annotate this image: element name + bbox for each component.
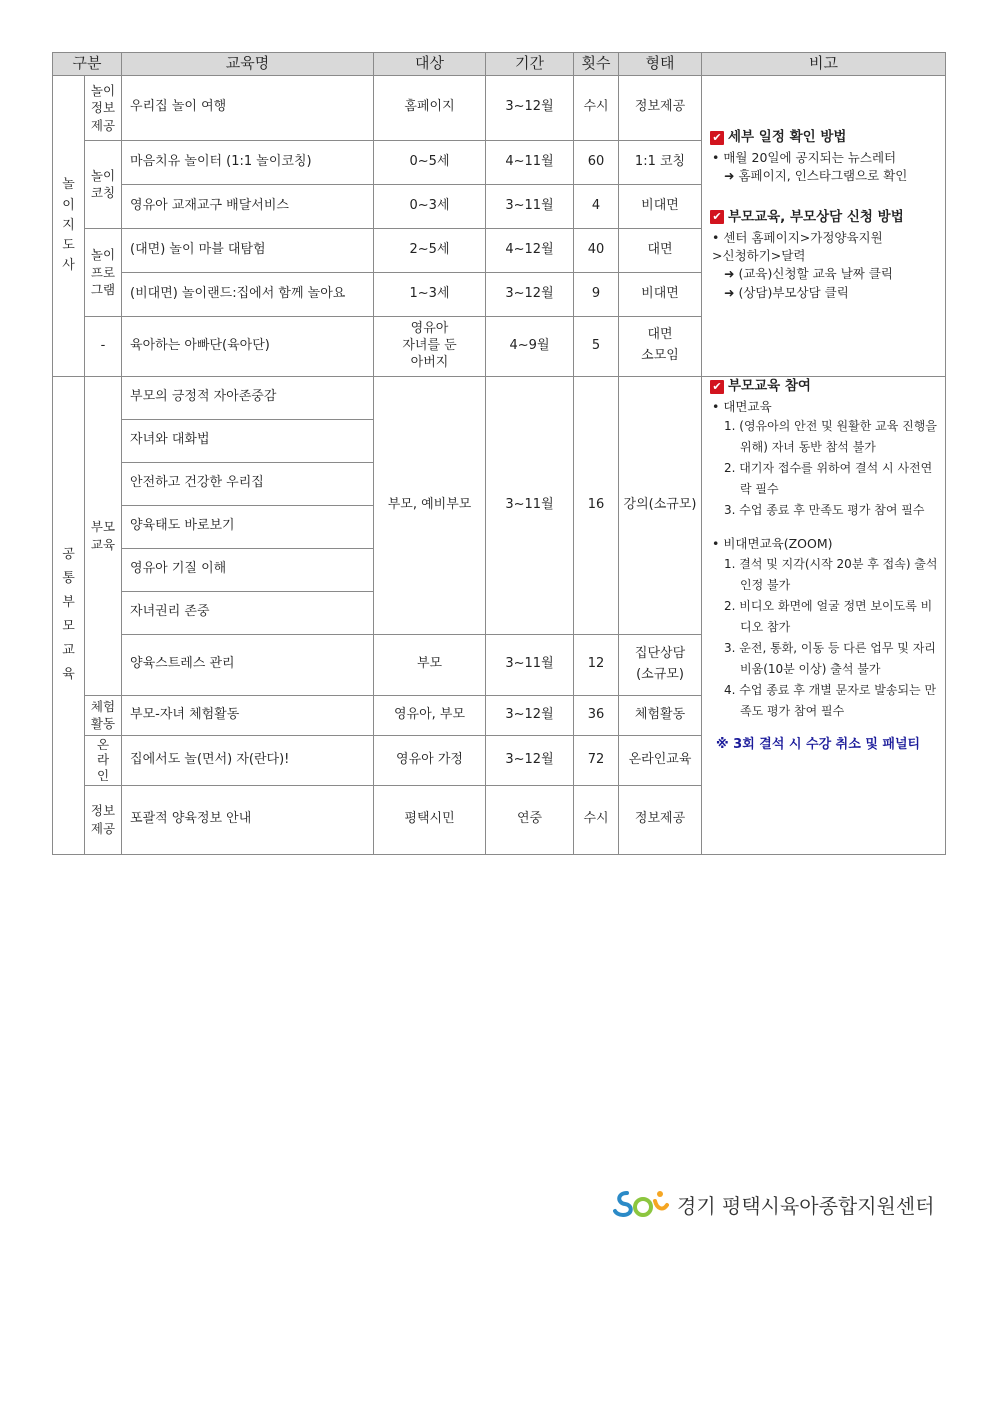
program-type: 강의(소규모) [619,376,702,634]
header-period: 기간 [486,53,574,76]
program-type: 대면 [619,228,702,272]
program-target: 1~3세 [374,272,486,316]
note-text: ➜ (상담)부모상담 클릭 [724,284,849,300]
program-count: 40 [574,228,619,272]
note-text: • 센터 홈페이지>가정양육지원 [712,230,883,246]
program-count: 60 [574,140,619,184]
logo-mark-icon [613,1187,669,1221]
program-type: 정보제공 [619,785,702,854]
check-icon: ✔ [710,131,724,145]
program-name: 영유아 기질 이해 [122,548,374,591]
program-period: 4~12월 [486,228,574,272]
sub-dash: - [85,316,122,376]
program-name: 집에서도 놀(면서) 자(란다)! [122,735,374,785]
section-title: ✔ 세부 일정 확인 방법 [710,128,939,148]
note-text: >신청하기>달력 [712,248,806,264]
header-target: 대상 [374,53,486,76]
program-name: 영유아 교재교구 배달서비스 [122,184,374,228]
section-title: ✔ 부모교육, 부모상담 신청 방법 [710,208,939,228]
program-target: 부모 [374,634,486,695]
center-logo [613,1186,935,1222]
program-count: 수시 [574,75,619,140]
program-name: 부모-자녀 체험활동 [122,695,374,735]
program-type: 정보제공 [619,75,702,140]
check-icon: ✔ [710,380,724,394]
program-target: 부모, 예비부모 [374,376,486,634]
program-name: 안전하고 건강한 우리집 [122,462,374,505]
header-note: 비고 [702,53,946,76]
note-text: ➜ (교육)신청할 교육 날짜 클릭 [724,266,893,282]
program-period: 3~11월 [486,376,574,634]
program-target: 영유아, 부모 [374,695,486,735]
program-period: 연중 [486,785,574,854]
sub-parent-edu: 부모 교육 [85,376,122,695]
note-item: 2. 대기자 접수를 위하여 결석 시 사전연락 필수 [724,461,933,497]
section-title: ✔ 부모교육 참여 [710,377,939,397]
sub-play-info: 놀이 정보 제공 [85,75,122,140]
sub-play-program: 놀이 프로 그램 [85,228,122,316]
note-text: • 비대면교육(ZOOM) [712,536,833,552]
program-period: 3~12월 [486,735,574,785]
program-target: 평택시민 [374,785,486,854]
program-target: 2~5세 [374,228,486,272]
program-name: 자녀권리 존중 [122,591,374,634]
program-name: (비대면) 놀이랜드:집에서 함께 놀아요 [122,272,374,316]
program-period: 3~12월 [486,75,574,140]
program-name: 양육태도 바로보기 [122,505,374,548]
program-count: 4 [574,184,619,228]
program-count: 수시 [574,785,619,854]
check-icon: ✔ [710,210,724,224]
note-item: 3. 운전, 통화, 이동 등 다른 업무 및 자리 비움(10분 이상) 출석 불가 [724,640,936,676]
header-count: 횟수 [574,53,619,76]
program-period: 4~9월 [486,316,574,376]
program-type: 비대면 [619,272,702,316]
note-text: • 매월 20일에 공지되는 뉴스레터 [712,150,897,166]
program-type: 집단상담 (소규모) [619,634,702,695]
program-target: 0~3세 [374,184,486,228]
sub-experience: 체험 활동 [85,695,122,735]
program-name: 마음치유 놀이터 (1:1 놀이코칭) [122,140,374,184]
program-name: 육아하는 아빠단(육아단) [122,316,374,376]
note-item: 3. 수업 종료 후 만족도 평가 참여 필수 [724,503,925,518]
program-table [52,52,946,855]
program-name: 자녀와 대화법 [122,419,374,462]
header-category: 구분 [53,53,122,76]
sub-online: 온 라 인 [85,735,122,785]
program-type: 1:1 코칭 [619,140,702,184]
header-name: 교육명 [122,53,374,76]
header-type: 형태 [619,53,702,76]
program-type: 대면 소모임 [619,316,702,376]
warning-text: ※ 3회 결석 시 수강 취소 및 패널티 [716,736,921,752]
sub-info: 정보 제공 [85,785,122,854]
note-item: 1. 결석 및 지각(시작 20분 후 접속) 출석 인정 불가 [724,556,938,592]
program-period: 4~11월 [486,140,574,184]
note-text: ➜ 홈페이지, 인스타그램으로 확인 [724,168,908,184]
program-type: 온라인교육 [619,735,702,785]
notes-lower [702,376,946,854]
note-item: 2. 비디오 화면에 얼굴 정면 보이도록 비디오 참가 [724,598,933,634]
program-target: 영유아 가정 [374,735,486,785]
program-count: 12 [574,634,619,695]
program-name: 양육스트레스 관리 [122,634,374,695]
program-name: 포괄적 양육정보 안내 [122,785,374,854]
program-type: 체험활동 [619,695,702,735]
program-target: 홈페이지 [374,75,486,140]
program-name: (대면) 놀이 마블 대탐험 [122,228,374,272]
program-period: 3~12월 [486,272,574,316]
note-text: • 대면교육 [712,399,772,415]
program-type: 비대면 [619,184,702,228]
program-count: 16 [574,376,619,634]
program-count: 72 [574,735,619,785]
program-target: 0~5세 [374,140,486,184]
notes-upper [702,75,946,376]
program-name: 부모의 긍정적 자아존중감 [122,376,374,419]
group-common-parent-edu: 공 통 부 모 교 육 [53,376,85,854]
program-period: 3~11월 [486,184,574,228]
group-play-instructor: 놀 이 지 도 사 [53,75,85,376]
program-count: 9 [574,272,619,316]
center-name: 경기 평택시육아종합지원센터 [677,1193,935,1218]
sub-play-coaching: 놀이 코칭 [85,140,122,228]
program-count: 5 [574,316,619,376]
program-period: 3~12월 [486,695,574,735]
program-target: 영유아 자녀를 둔 아버지 [374,316,486,376]
program-name: 우리집 놀이 여행 [122,75,374,140]
note-item: 1. (영유아의 안전 및 원활한 교육 진행을 위해) 자녀 동반 참석 불가 [724,419,937,455]
program-period: 3~11월 [486,634,574,695]
note-item: 4. 수업 종료 후 개별 문자로 발송되는 만족도 평가 참여 필수 [724,682,937,718]
program-count: 36 [574,695,619,735]
